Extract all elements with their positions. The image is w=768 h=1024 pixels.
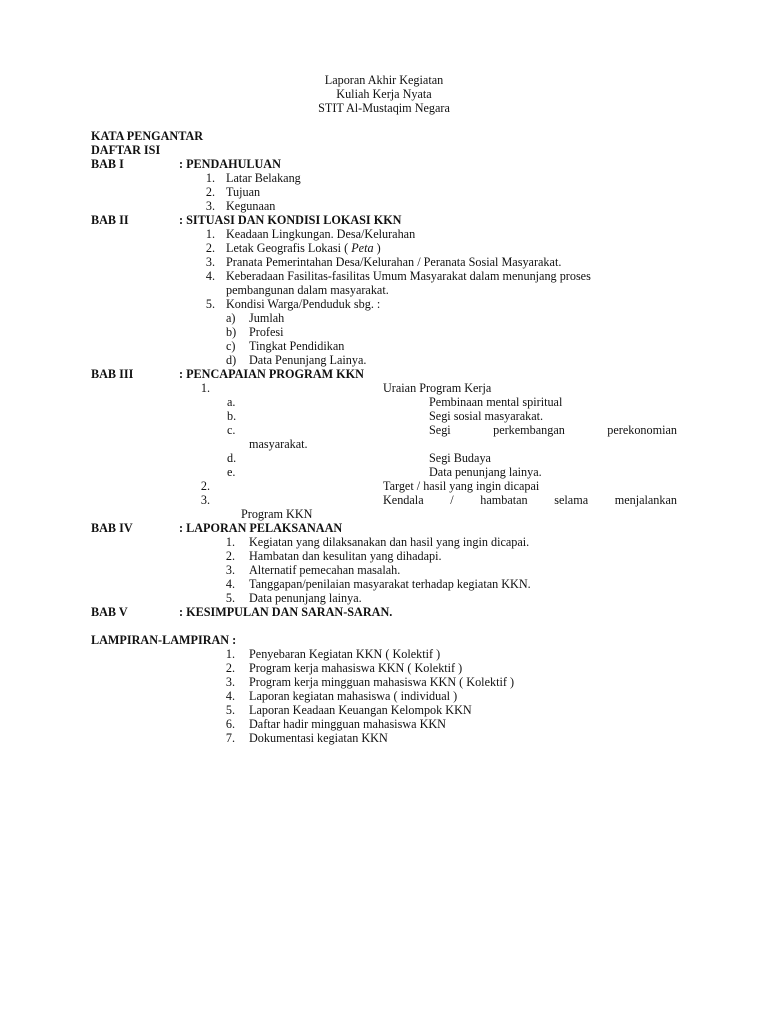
bab3-subitem-word: perkembangan <box>493 423 565 437</box>
bab3-subitem-word: perekonomian <box>607 423 677 437</box>
bab4-item-number: 1. <box>225 535 235 549</box>
bab2-item-number: 4. <box>205 269 215 283</box>
daftar-isi-heading: DAFTAR ISI <box>91 143 161 157</box>
bab4-item-number: 2. <box>225 549 235 563</box>
bab2-subitem-text: Jumlah <box>249 311 285 325</box>
bab3-item-word: Kendala <box>383 493 424 507</box>
bab4-item-text: Tanggapan/penilaian masyarakat terhadap kegiatan KKN. <box>249 577 531 591</box>
bab1-label: BAB I <box>91 157 124 171</box>
lampiran-item-number: 3. <box>225 675 235 689</box>
bab2-item-number: 3. <box>205 255 215 269</box>
lampiran-item-text: Daftar hadir mingguan mahasiswa KKN <box>249 717 446 731</box>
bab2-item-text: Pranata Pemerintahan Desa/Kelurahan / Peranata Sosial Masyarakat. <box>226 255 562 269</box>
bab3-item-number: 1. <box>200 381 210 395</box>
bab3-item-number: 2. <box>200 479 210 493</box>
bab2-subitem-text: Profesi <box>249 325 284 339</box>
bab4-title: : LAPORAN PELAKSANAAN <box>179 521 343 535</box>
bab2-item-text-post: ) <box>373 241 381 255</box>
lampiran-item-text: Laporan Keadaan Keuangan Kelompok KKN <box>249 703 472 717</box>
lampiran-item-text: Program kerja mahasiswa KKN ( Kolektif ) <box>249 661 463 675</box>
doc-title-line-3: STIT Al-Mustaqim Negara <box>318 101 450 115</box>
bab3-subitem-label: e. <box>227 465 236 479</box>
bab4-item-number: 4. <box>225 577 235 591</box>
bab1-item-text: Latar Belakang <box>226 171 301 185</box>
bab4-item-text: Data penunjang lainya. <box>249 591 362 605</box>
bab3-item-text-continued: Program KKN <box>241 507 313 521</box>
bab2-item-number: 2. <box>205 241 215 255</box>
bab2-item-text-pre: Letak Geografis Lokasi ( <box>226 241 352 255</box>
lampiran-item-number: 1. <box>225 647 235 661</box>
bab3-item-text: Target / hasil yang ingin dicapai <box>383 479 540 493</box>
lampiran-item-number: 7. <box>225 731 235 745</box>
bab2-item-text-emphasis: Peta <box>351 241 374 255</box>
bab3-item-text <box>383 493 677 507</box>
bab3-item-word: / <box>450 493 454 507</box>
doc-title-line-1: Laporan Akhir Kegiatan <box>324 73 444 87</box>
bab3-subitem-text: Data penunjang lainya. <box>429 465 542 479</box>
bab3-subitem-word: Segi <box>429 423 451 437</box>
bab3-subitem-text: Segi sosial masyarakat. <box>429 409 544 423</box>
bab2-label: BAB II <box>91 213 129 227</box>
lampiran-item-number: 5. <box>225 703 235 717</box>
bab3-item-word: menjalankan <box>614 493 677 507</box>
bab3-item-text: Uraian Program Kerja <box>383 381 492 395</box>
lampiran-item-text: Program kerja mingguan mahasiswa KKN ( Kolektif ) <box>249 675 515 689</box>
bab3-subitem-text <box>429 423 677 437</box>
bab2-item-text: Kondisi Warga/Penduduk sbg. : <box>226 297 381 311</box>
lampiran-item-number: 4. <box>225 689 235 703</box>
bab2-subitem-label: b) <box>226 325 237 339</box>
doc-title-line-2: Kuliah Kerja Nyata <box>336 87 432 101</box>
bab4-item-text: Hambatan dan kesulitan yang dihadapi. <box>249 549 442 563</box>
bab2-item-text: Keberadaan Fasilitas-fasilitas Umum Masyarakat dalam menunjang proses <box>226 269 591 283</box>
lampiran-item-number: 2. <box>225 661 235 675</box>
bab3-subitem-label: a. <box>227 395 236 409</box>
bab4-item-number: 5. <box>225 591 235 605</box>
bab3-subitem-text: Segi Budaya <box>429 451 491 465</box>
bab2-item-number: 5. <box>205 297 215 311</box>
bab1-item-text: Tujuan <box>226 185 261 199</box>
bab2-item-text <box>226 241 381 255</box>
bab4-label: BAB IV <box>91 521 133 535</box>
bab5-label: BAB V <box>91 605 128 619</box>
kata-pengantar-heading: KATA PENGANTAR <box>91 129 204 143</box>
bab2-subitem-text: Data Penunjang Lainya. <box>249 353 367 367</box>
bab3-title: : PENCAPAIAN PROGRAM KKN <box>179 367 364 381</box>
bab2-title: : SITUASI DAN KONDISI LOKASI KKN <box>179 213 402 227</box>
bab3-subitem-label: b. <box>227 409 237 423</box>
bab2-subitem-label: a) <box>226 311 236 325</box>
bab2-item-text: Keadaan Lingkungan. Desa/Kelurahan <box>226 227 416 241</box>
bab3-subitem-label: c. <box>227 423 236 437</box>
bab2-item-text-continued: pembangunan dalam masyarakat. <box>226 283 389 297</box>
bab3-subitem-text: Pembinaan mental spiritual <box>429 395 563 409</box>
lampiran-item-number: 6. <box>225 717 235 731</box>
bab2-item-number: 1. <box>205 227 215 241</box>
bab3-item-word: selama <box>554 493 589 507</box>
bab3-item-word: hambatan <box>480 493 528 507</box>
bab1-item-number: 2. <box>205 185 215 199</box>
bab1-item-number: 1. <box>205 171 215 185</box>
bab1-title: : PENDAHULUAN <box>179 157 281 171</box>
bab1-item-number: 3. <box>205 199 215 213</box>
bab5-title: : KESIMPULAN DAN SARAN-SARAN. <box>179 605 393 619</box>
bab2-subitem-text: Tingkat Pendidikan <box>249 339 345 353</box>
bab2-subitem-label: d) <box>226 353 237 367</box>
bab4-item-number: 3. <box>225 563 235 577</box>
lampiran-item-text: Laporan kegiatan mahasiswa ( individual ) <box>249 689 458 703</box>
bab3-subitem-label: d. <box>227 451 237 465</box>
bab4-item-text: Kegiatan yang dilaksanakan dan hasil yang ingin dicapai. <box>249 535 530 549</box>
lampiran-heading: LAMPIRAN-LAMPIRAN : <box>91 633 237 647</box>
bab2-subitem-label: c) <box>226 339 236 353</box>
bab1-item-text: Kegunaan <box>226 199 276 213</box>
bab4-item-text: Alternatif pemecahan masalah. <box>249 563 401 577</box>
bab3-item-number: 3. <box>200 493 210 507</box>
lampiran-item-text: Dokumentasi kegiatan KKN <box>249 731 388 745</box>
bab3-subitem-text-continued: masyarakat. <box>249 437 308 451</box>
bab3-label: BAB III <box>91 367 134 381</box>
lampiran-item-text: Penyebaran Kegiatan KKN ( Kolektif ) <box>249 647 441 661</box>
